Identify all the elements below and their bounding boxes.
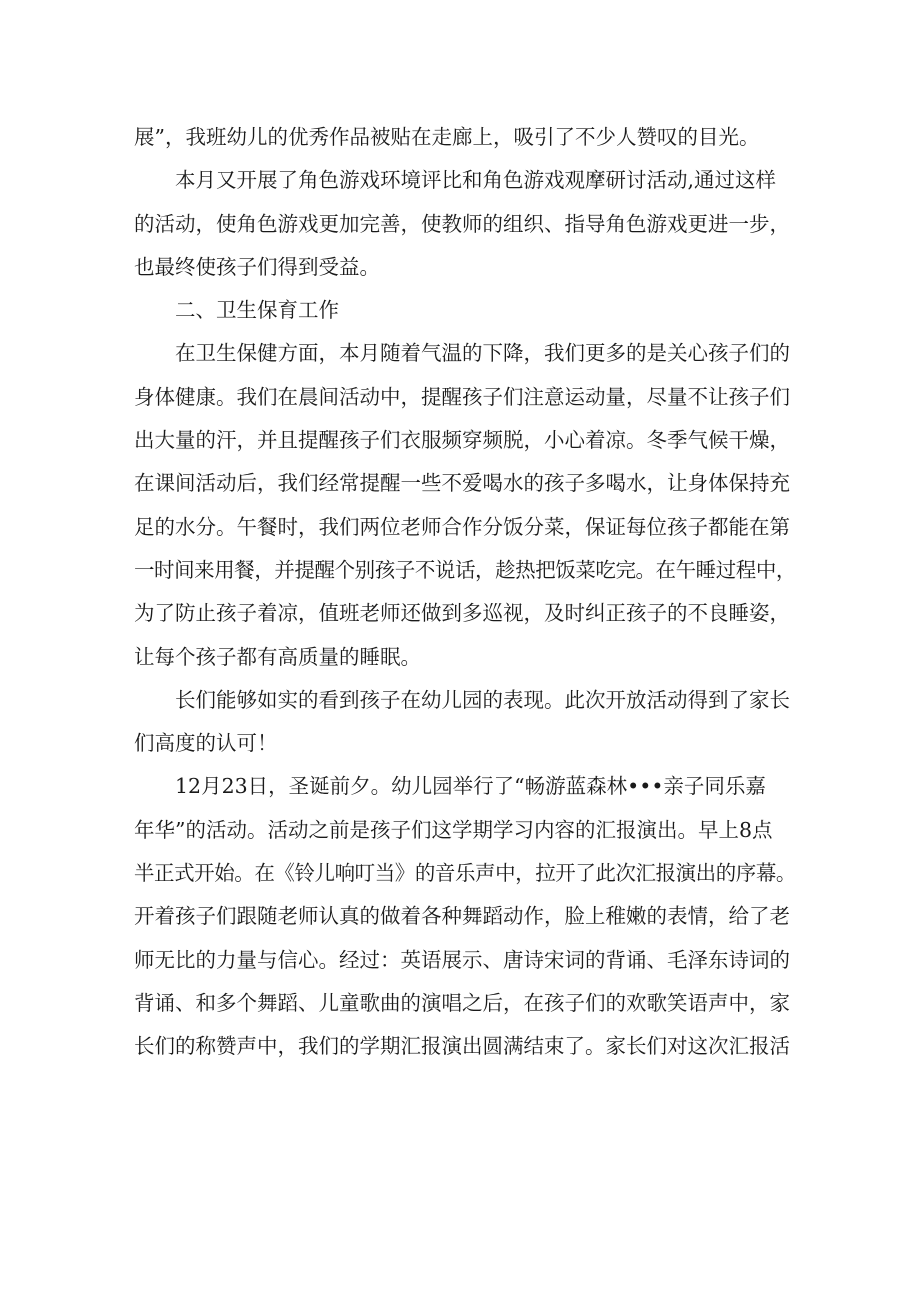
text-line: 师无比的力量与信心。经过：英语展示、唐诗宋词的背诵、毛泽东诗词的 bbox=[134, 947, 790, 972]
paragraph-1 bbox=[134, 116, 796, 159]
text-line: 展”，我班幼儿的优秀作品被贴在走廊上，吸引了不少人赞叹的目光。 bbox=[134, 125, 760, 149]
text-line: 的活动，使角色游戏更加完善，使教师的组织、指导角色游戏更进一步， bbox=[134, 211, 790, 236]
paragraph-5 bbox=[134, 765, 796, 1068]
text-line: 背诵、和多个舞蹈、儿童歌曲的演唱之后，在孩子们的欢歌笑语声中，家 bbox=[134, 990, 790, 1015]
text-line: 为了防止孩子着凉，值班老师还做到多巡视，及时纠正孩子的不良睡姿， bbox=[134, 601, 790, 626]
text-line: 也最终使孩子们得到受益。 bbox=[134, 254, 380, 279]
section-heading bbox=[134, 289, 796, 332]
paragraph-4 bbox=[134, 679, 796, 766]
text-line: 出大量的汗，并且提醒孩子们衣服频穿频脱，小心着凉。冬季气候干燥， bbox=[134, 428, 790, 453]
text-line: 一时间来用餐，并提醒个别孩子不说话，趁热把饭菜吃完。在午睡过程中， bbox=[134, 557, 796, 582]
section-heading-text: 二、卫生保育工作 bbox=[175, 298, 339, 323]
text-line: 开着孩子们跟随老师认真的做着各种舞蹈动作，脸上稚嫩的表情，给了老 bbox=[134, 904, 790, 929]
text-line: 足的水分。午餐时，我们两位老师合作分饭分菜，保证每位孩子都能在第 bbox=[134, 514, 790, 539]
text-line: 们高度的认可！ bbox=[134, 731, 278, 756]
text-line: 在课间活动后，我们经常提醒一些不爱喝水的孩子多喝水，让身体保持充 bbox=[134, 471, 790, 496]
text-line: 长们的称赞声中，我们的学期汇报演出圆满结束了。家长们对这次汇报活 bbox=[134, 1034, 790, 1059]
document-body bbox=[134, 116, 796, 1069]
text-line: 本月又开展了角色游戏环境评比和角色游戏观摩研讨活动,通过这样 bbox=[175, 168, 777, 193]
paragraph-3 bbox=[134, 332, 796, 678]
text-line: 长们能够如实的看到孩子在幼儿园的表现。此次开放活动得到了家长 bbox=[175, 687, 790, 712]
text-line: 年华”的活动。活动之前是孩子们这学期学习内容的汇报演出。早上8点 bbox=[134, 817, 773, 842]
paragraph-2 bbox=[134, 159, 796, 289]
text-line: 在卫生保健方面，本月随着气温的下降，我们更多的是关心孩子们的 bbox=[175, 341, 790, 366]
text-line: 半正式开始。在《铃儿响叮当》的音乐声中，拉开了此次汇报演出的序幕。 bbox=[134, 861, 796, 886]
text-line: 身体健康。我们在晨间活动中，提醒孩子们注意运动量，尽量不让孩子们 bbox=[134, 384, 790, 409]
text-line: 让每个孩子都有高质量的睡眠。 bbox=[134, 644, 421, 669]
text-line: 12月23日，圣诞前夕。幼儿园举行了“畅游蓝森林•••亲子同乐嘉 bbox=[175, 774, 766, 799]
